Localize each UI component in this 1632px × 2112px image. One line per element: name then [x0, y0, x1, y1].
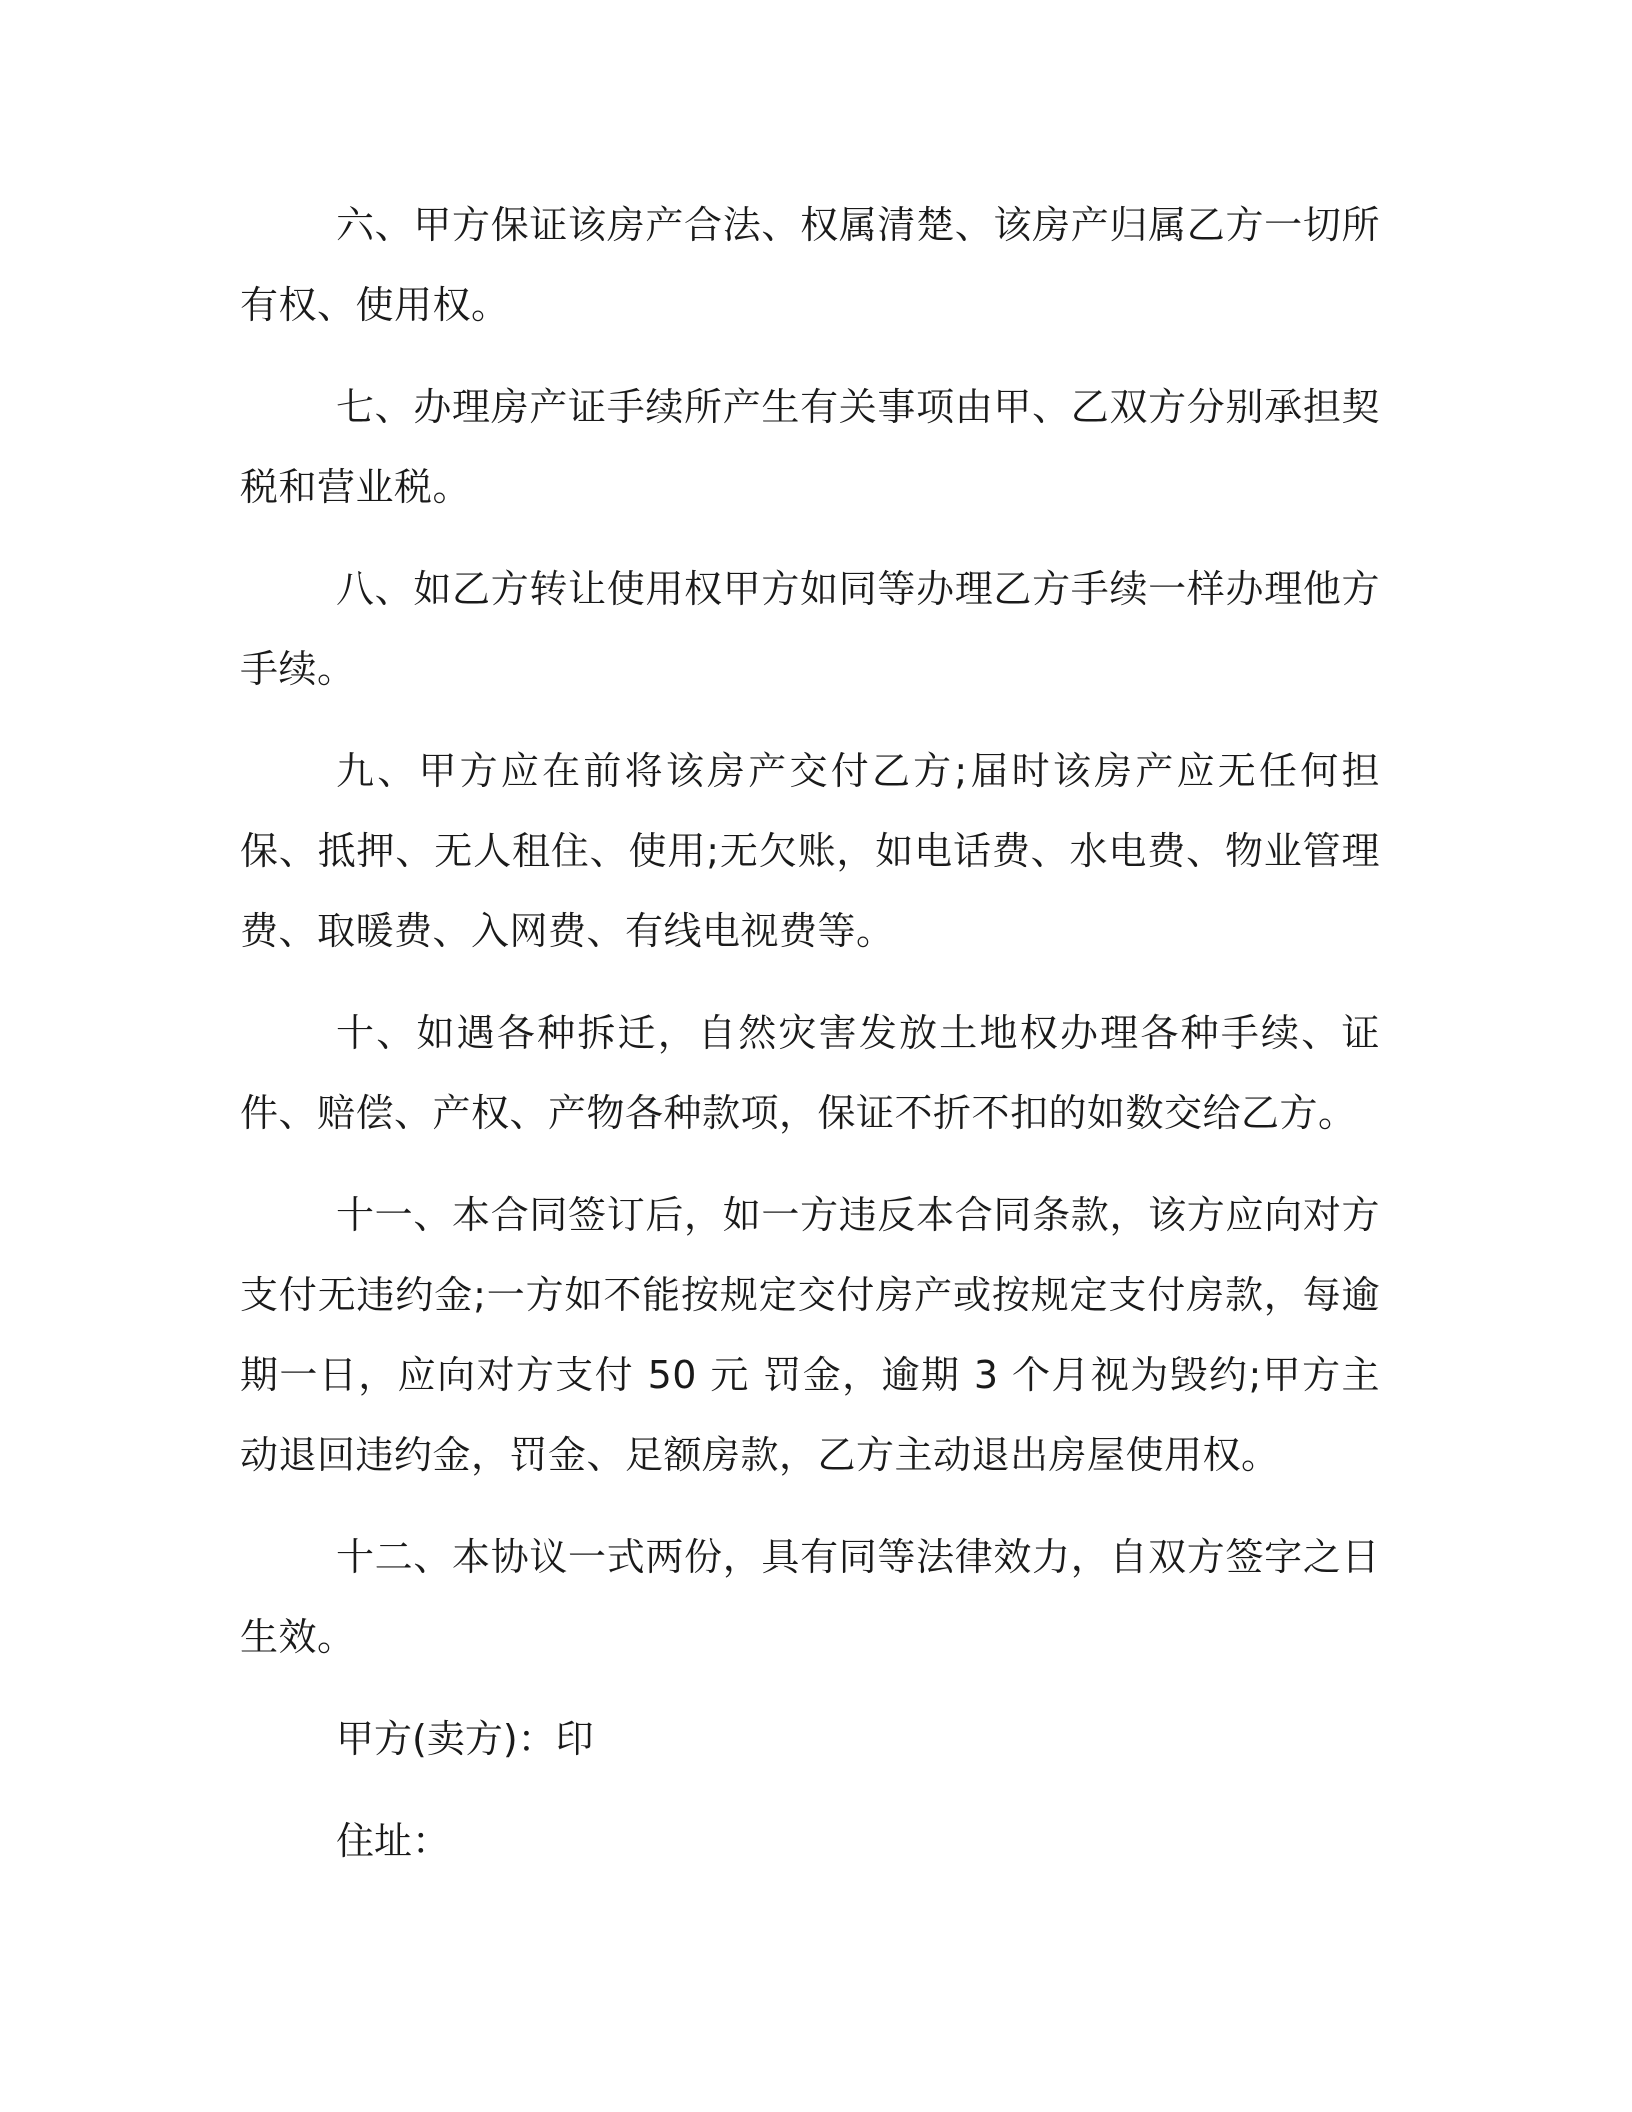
clause-10: 十、如遇各种拆迁，自然灾害发放土地权办理各种手续、证件、赔偿、产权、产物各种款项，保证不折不扣的如数交给乙方。	[240, 1011, 1380, 1135]
clause-7: 七、办理房产证手续所产生有关事项由甲、乙双方分别承担契税和营业税。	[240, 385, 1380, 509]
clause-12: 十二、本协议一式两份，具有同等法律效力，自双方签字之日生效。	[240, 1535, 1380, 1659]
party-a-signature-line: 甲方(卖方)：印	[336, 1717, 594, 1761]
clause-9: 九、甲方应在前将该房产交付乙方;届时该房产应无任何担保、抵押、无人租住、使用;无欠账，如电话费、水电费、物业管理费、取暖费、入网费、有线电视费等。	[240, 749, 1380, 953]
clause-11: 十一、本合同签订后，如一方违反本合同条款，该方应向对方支付无违约金;一方如不能按规定交付房产或按规定支付房款，每逾期一日，应向对方支付 50 元 罚金，逾期 3 个月视为毁约;甲方主动退回违约金，罚金、足额房款，乙方主动退出房屋使用权。	[240, 1193, 1380, 1477]
clause-8: 八、如乙方转让使用权甲方如同等办理乙方手续一样办理他方手续。	[240, 567, 1380, 691]
address-line: 住址：	[336, 1819, 451, 1863]
clause-6: 六、甲方保证该房产合法、权属清楚、该房产归属乙方一切所有权、使用权。	[240, 203, 1380, 327]
document-page	[240, 185, 1380, 1903]
